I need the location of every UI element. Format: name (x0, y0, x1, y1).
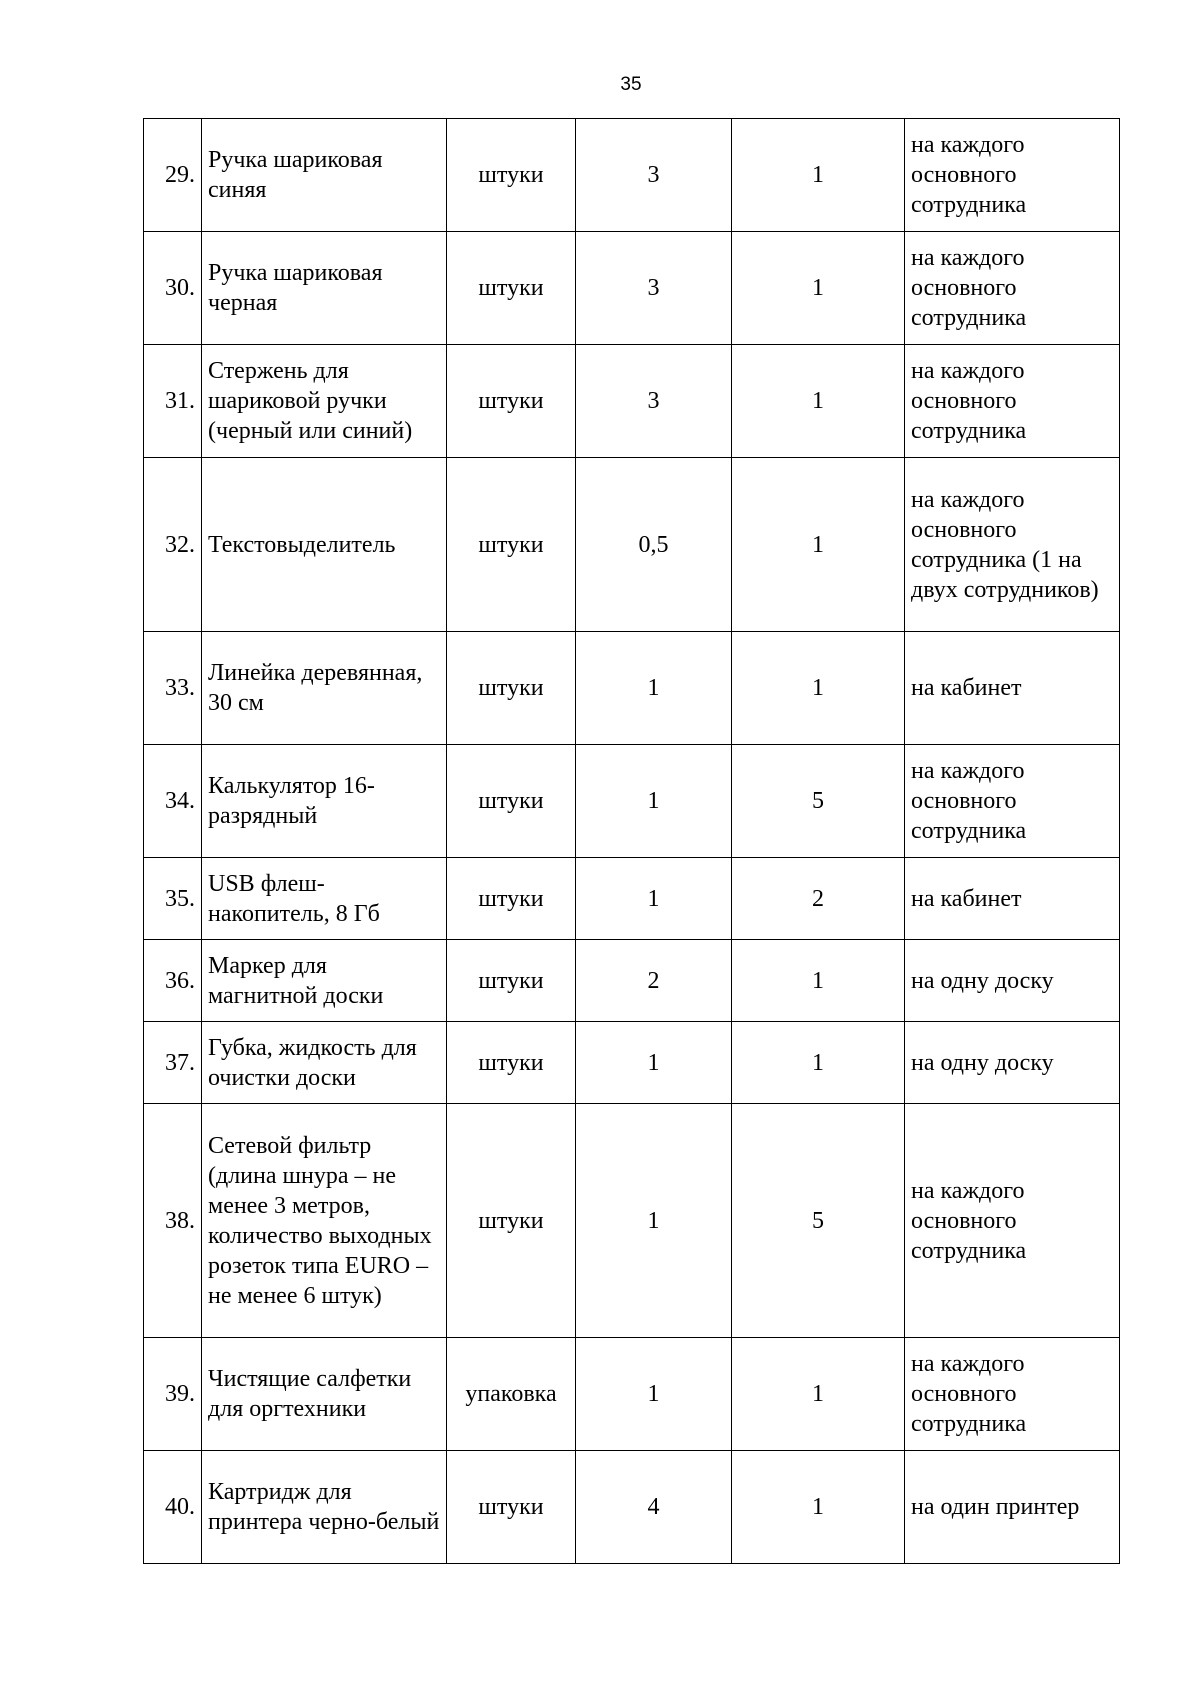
item-name: Чистящие салфетки для оргтехники (202, 1338, 447, 1451)
table-row (144, 1104, 1120, 1338)
note: на каждого основного сотрудника (905, 232, 1120, 345)
row-number: 39. (144, 1338, 202, 1451)
table-row (144, 940, 1120, 1022)
unit-of-measure: упаковка (447, 1338, 576, 1451)
row-number: 32. (144, 458, 202, 632)
unit-of-measure: штуки (447, 1451, 576, 1564)
table-row (144, 345, 1120, 458)
quantity: 1 (576, 1338, 732, 1451)
table-row (144, 1451, 1120, 1564)
row-number: 29. (144, 119, 202, 232)
period: 1 (732, 232, 905, 345)
note: на одну доску (905, 940, 1120, 1022)
unit-of-measure: штуки (447, 745, 576, 858)
item-name: Ручка шариковая синяя (202, 119, 447, 232)
item-name: Текстовыделитель (202, 458, 447, 632)
item-name: Калькулятор 16-разрядный (202, 745, 447, 858)
item-name: Картридж для принтера черно-белый (202, 1451, 447, 1564)
period: 1 (732, 345, 905, 458)
period: 1 (732, 632, 905, 745)
row-number: 31. (144, 345, 202, 458)
quantity: 1 (576, 1022, 732, 1104)
unit-of-measure: штуки (447, 458, 576, 632)
period: 1 (732, 1338, 905, 1451)
note: на кабинет (905, 632, 1120, 745)
note: на каждого основного сотрудника (905, 119, 1120, 232)
item-name: Стержень для шариковой ручки (черный или синий) (202, 345, 447, 458)
row-number: 34. (144, 745, 202, 858)
supplies-norms-table (143, 118, 1120, 1564)
item-name: Сетевой фильтр (длина шнура – не менее 3 метров, количество выходных розеток типа EURO – не менее 6 штук) (202, 1104, 447, 1338)
period: 5 (732, 745, 905, 858)
quantity: 3 (576, 232, 732, 345)
quantity: 3 (576, 345, 732, 458)
table-row (144, 1338, 1120, 1451)
row-number: 36. (144, 940, 202, 1022)
table-row (144, 632, 1120, 745)
table-row (144, 232, 1120, 345)
item-name: Маркер для магнитной доски (202, 940, 447, 1022)
row-number: 33. (144, 632, 202, 745)
note: на каждого основного сотрудника (905, 1104, 1120, 1338)
unit-of-measure: штуки (447, 940, 576, 1022)
period: 5 (732, 1104, 905, 1338)
period: 1 (732, 119, 905, 232)
quantity: 0,5 (576, 458, 732, 632)
note: на каждого основного сотрудника (905, 1338, 1120, 1451)
unit-of-measure: штуки (447, 119, 576, 232)
quantity: 4 (576, 1451, 732, 1564)
note: на каждого основного сотрудника (905, 745, 1120, 858)
row-number: 40. (144, 1451, 202, 1564)
item-name: Линейка деревянная, 30 см (202, 632, 447, 745)
unit-of-measure: штуки (447, 1022, 576, 1104)
row-number: 38. (144, 1104, 202, 1338)
table-row (144, 458, 1120, 632)
period: 2 (732, 858, 905, 940)
table-row (144, 119, 1120, 232)
table-row (144, 745, 1120, 858)
unit-of-measure: штуки (447, 632, 576, 745)
period: 1 (732, 1451, 905, 1564)
quantity: 1 (576, 632, 732, 745)
period: 1 (732, 1022, 905, 1104)
item-name: USB флеш-накопитель, 8 Гб (202, 858, 447, 940)
unit-of-measure: штуки (447, 858, 576, 940)
row-number: 30. (144, 232, 202, 345)
note: на каждого основного сотрудника (905, 345, 1120, 458)
note: на каждого основного сотрудника (1 на двух сотрудников) (905, 458, 1120, 632)
note: на кабинет (905, 858, 1120, 940)
note: на одну доску (905, 1022, 1120, 1104)
item-name: Губка, жидкость для очистки доски (202, 1022, 447, 1104)
unit-of-measure: штуки (447, 345, 576, 458)
page-number: 35 (620, 74, 642, 95)
row-number: 37. (144, 1022, 202, 1104)
unit-of-measure: штуки (447, 1104, 576, 1338)
period: 1 (732, 458, 905, 632)
table-row (144, 1022, 1120, 1104)
row-number: 35. (144, 858, 202, 940)
quantity: 3 (576, 119, 732, 232)
unit-of-measure: штуки (447, 232, 576, 345)
note: на один принтер (905, 1451, 1120, 1564)
item-name: Ручка шариковая черная (202, 232, 447, 345)
period: 1 (732, 940, 905, 1022)
quantity: 2 (576, 940, 732, 1022)
table-row (144, 858, 1120, 940)
quantity: 1 (576, 858, 732, 940)
quantity: 1 (576, 1104, 732, 1338)
quantity: 1 (576, 745, 732, 858)
